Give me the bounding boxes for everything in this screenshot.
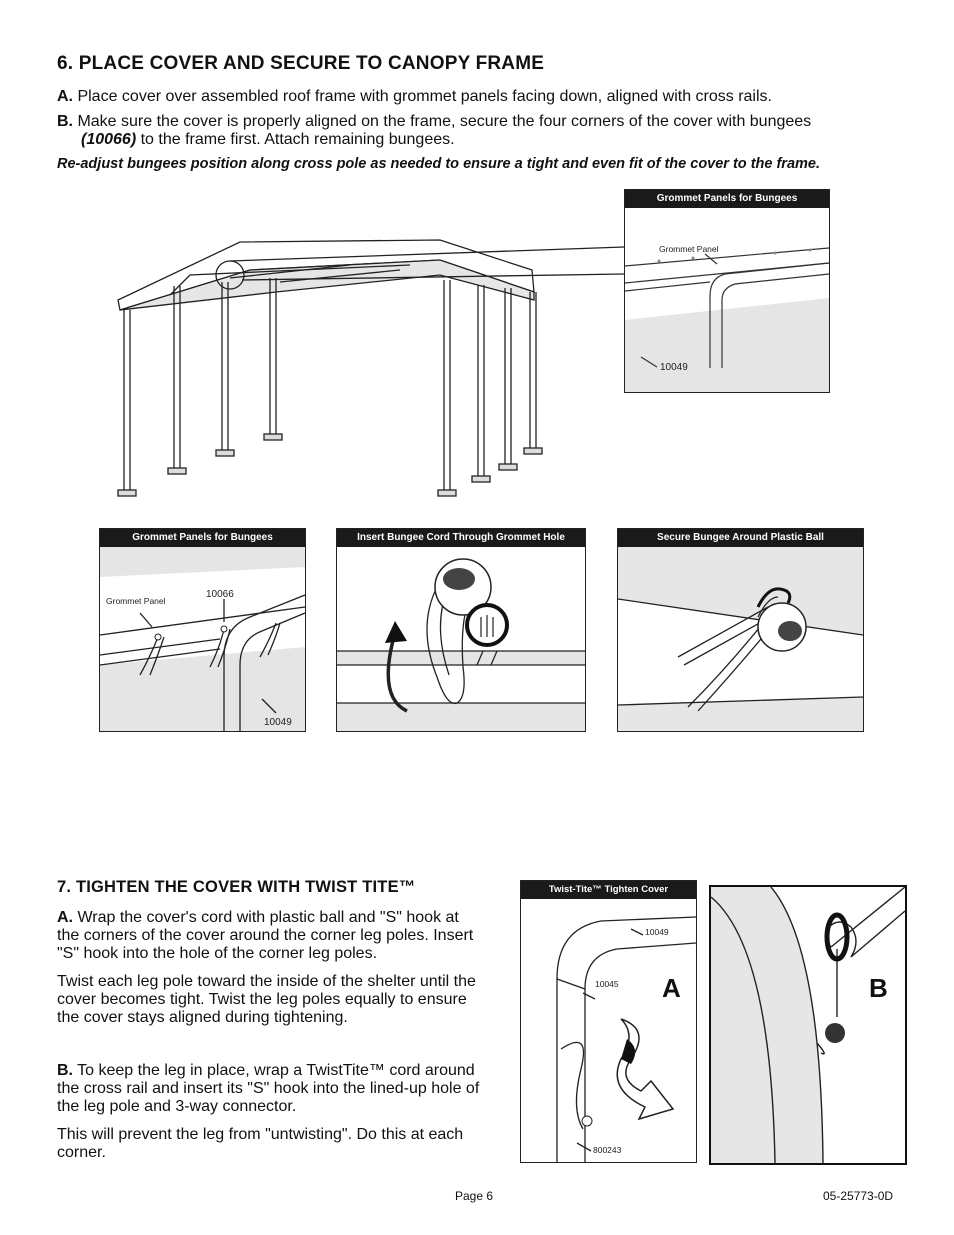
section-6-title: 6. PLACE COVER AND SECURE TO CANOPY FRAME [57, 53, 545, 74]
detail-panel-grommet-top-title: Grommet Panels for Bungees [625, 190, 829, 208]
document-number: 05-25773-0D [823, 1189, 894, 1203]
step-6b-label: B. [57, 113, 73, 130]
step-6-note: Re-adjust bungees position along cross pole as needed to ensure a tight and even fit of the cover to the frame. [57, 156, 820, 172]
step-7-twist: Twist each leg pole toward the inside of the shelter until the cover becomes tight. Twist the leg poles equally to ensure the cover stays aligned during tightening. [57, 973, 476, 1026]
step-6b-text2: to the frame first [140, 131, 257, 148]
label-10045: 10045 [595, 979, 619, 989]
detail-panel-b [709, 885, 907, 1165]
step-6a [57, 88, 897, 106]
step-7b-text: To keep the leg in place, wrap a TwistTite™ cord around the cross rail and insert its "S" hook into the lined-up hole of the leg pole and 3-way connector. [57, 1062, 480, 1115]
label-grommet-panel-p1: Grommet Panel [106, 596, 166, 606]
detail-panel-twist-tite-title: Twist-Tite™ Tighten Cover [521, 881, 696, 899]
step-7-prevent: This will prevent the leg from "untwisting". Do this at each corner. [57, 1126, 464, 1161]
detail-panel-insert-bungee [336, 528, 586, 732]
page-number: Page 6 [455, 1189, 494, 1203]
step-6b [57, 113, 897, 149]
detail-panel-insert-bungee-title: Insert Bungee Cord Through Grommet Hole [337, 529, 585, 547]
step-7a [57, 909, 485, 963]
step-7b-label: B. [57, 1062, 73, 1079]
step-6b-text: Make sure the cover is properly aligned on the frame, secure the four corners of the cover with bungees [77, 113, 812, 130]
label-10049-twist: 10049 [645, 927, 669, 937]
step-6a-label: A. [57, 88, 73, 105]
step-6a-text: Place cover over assembled roof frame with grommet panels facing down, aligned with cross rails. [77, 88, 772, 105]
label-10049-p1: 10049 [264, 717, 292, 728]
detail-panel-secure-bungee [617, 528, 864, 732]
detail-panel-grommet-top [624, 189, 830, 393]
label-grommet-panel-top: Grommet Panel [659, 244, 719, 254]
figure-letter-b: B [869, 973, 888, 1003]
label-800243: 800243 [593, 1145, 622, 1155]
figure-letter-a: A [662, 973, 681, 1003]
detail-panel-twist-tite [520, 880, 697, 1163]
step-7a-text: Wrap the cover's cord with plastic ball and "S" hook at the corners of the cover around the corner leg poles. Insert "S" hook into the hole of the corner leg poles. [57, 909, 474, 962]
step-6b-text3: . Attach remaining bungees. [256, 131, 455, 148]
detail-panel-grommet-bottom [99, 528, 306, 732]
step-7b [57, 1062, 485, 1116]
label-10049-top: 10049 [660, 362, 688, 373]
label-10066: 10066 [206, 589, 234, 600]
detail-panel-secure-bungee-title: Secure Bungee Around Plastic Ball [618, 529, 863, 547]
canopy-frame-illustration [110, 230, 630, 505]
detail-panel-grommet-bottom-title: Grommet Panels for Bungees [100, 529, 305, 547]
step-7a-label: A. [57, 909, 73, 926]
step-6b-part: (10066) [81, 131, 137, 148]
section-7-title: 7. TIGHTEN THE COVER WITH TWIST TITE™ [57, 878, 416, 896]
